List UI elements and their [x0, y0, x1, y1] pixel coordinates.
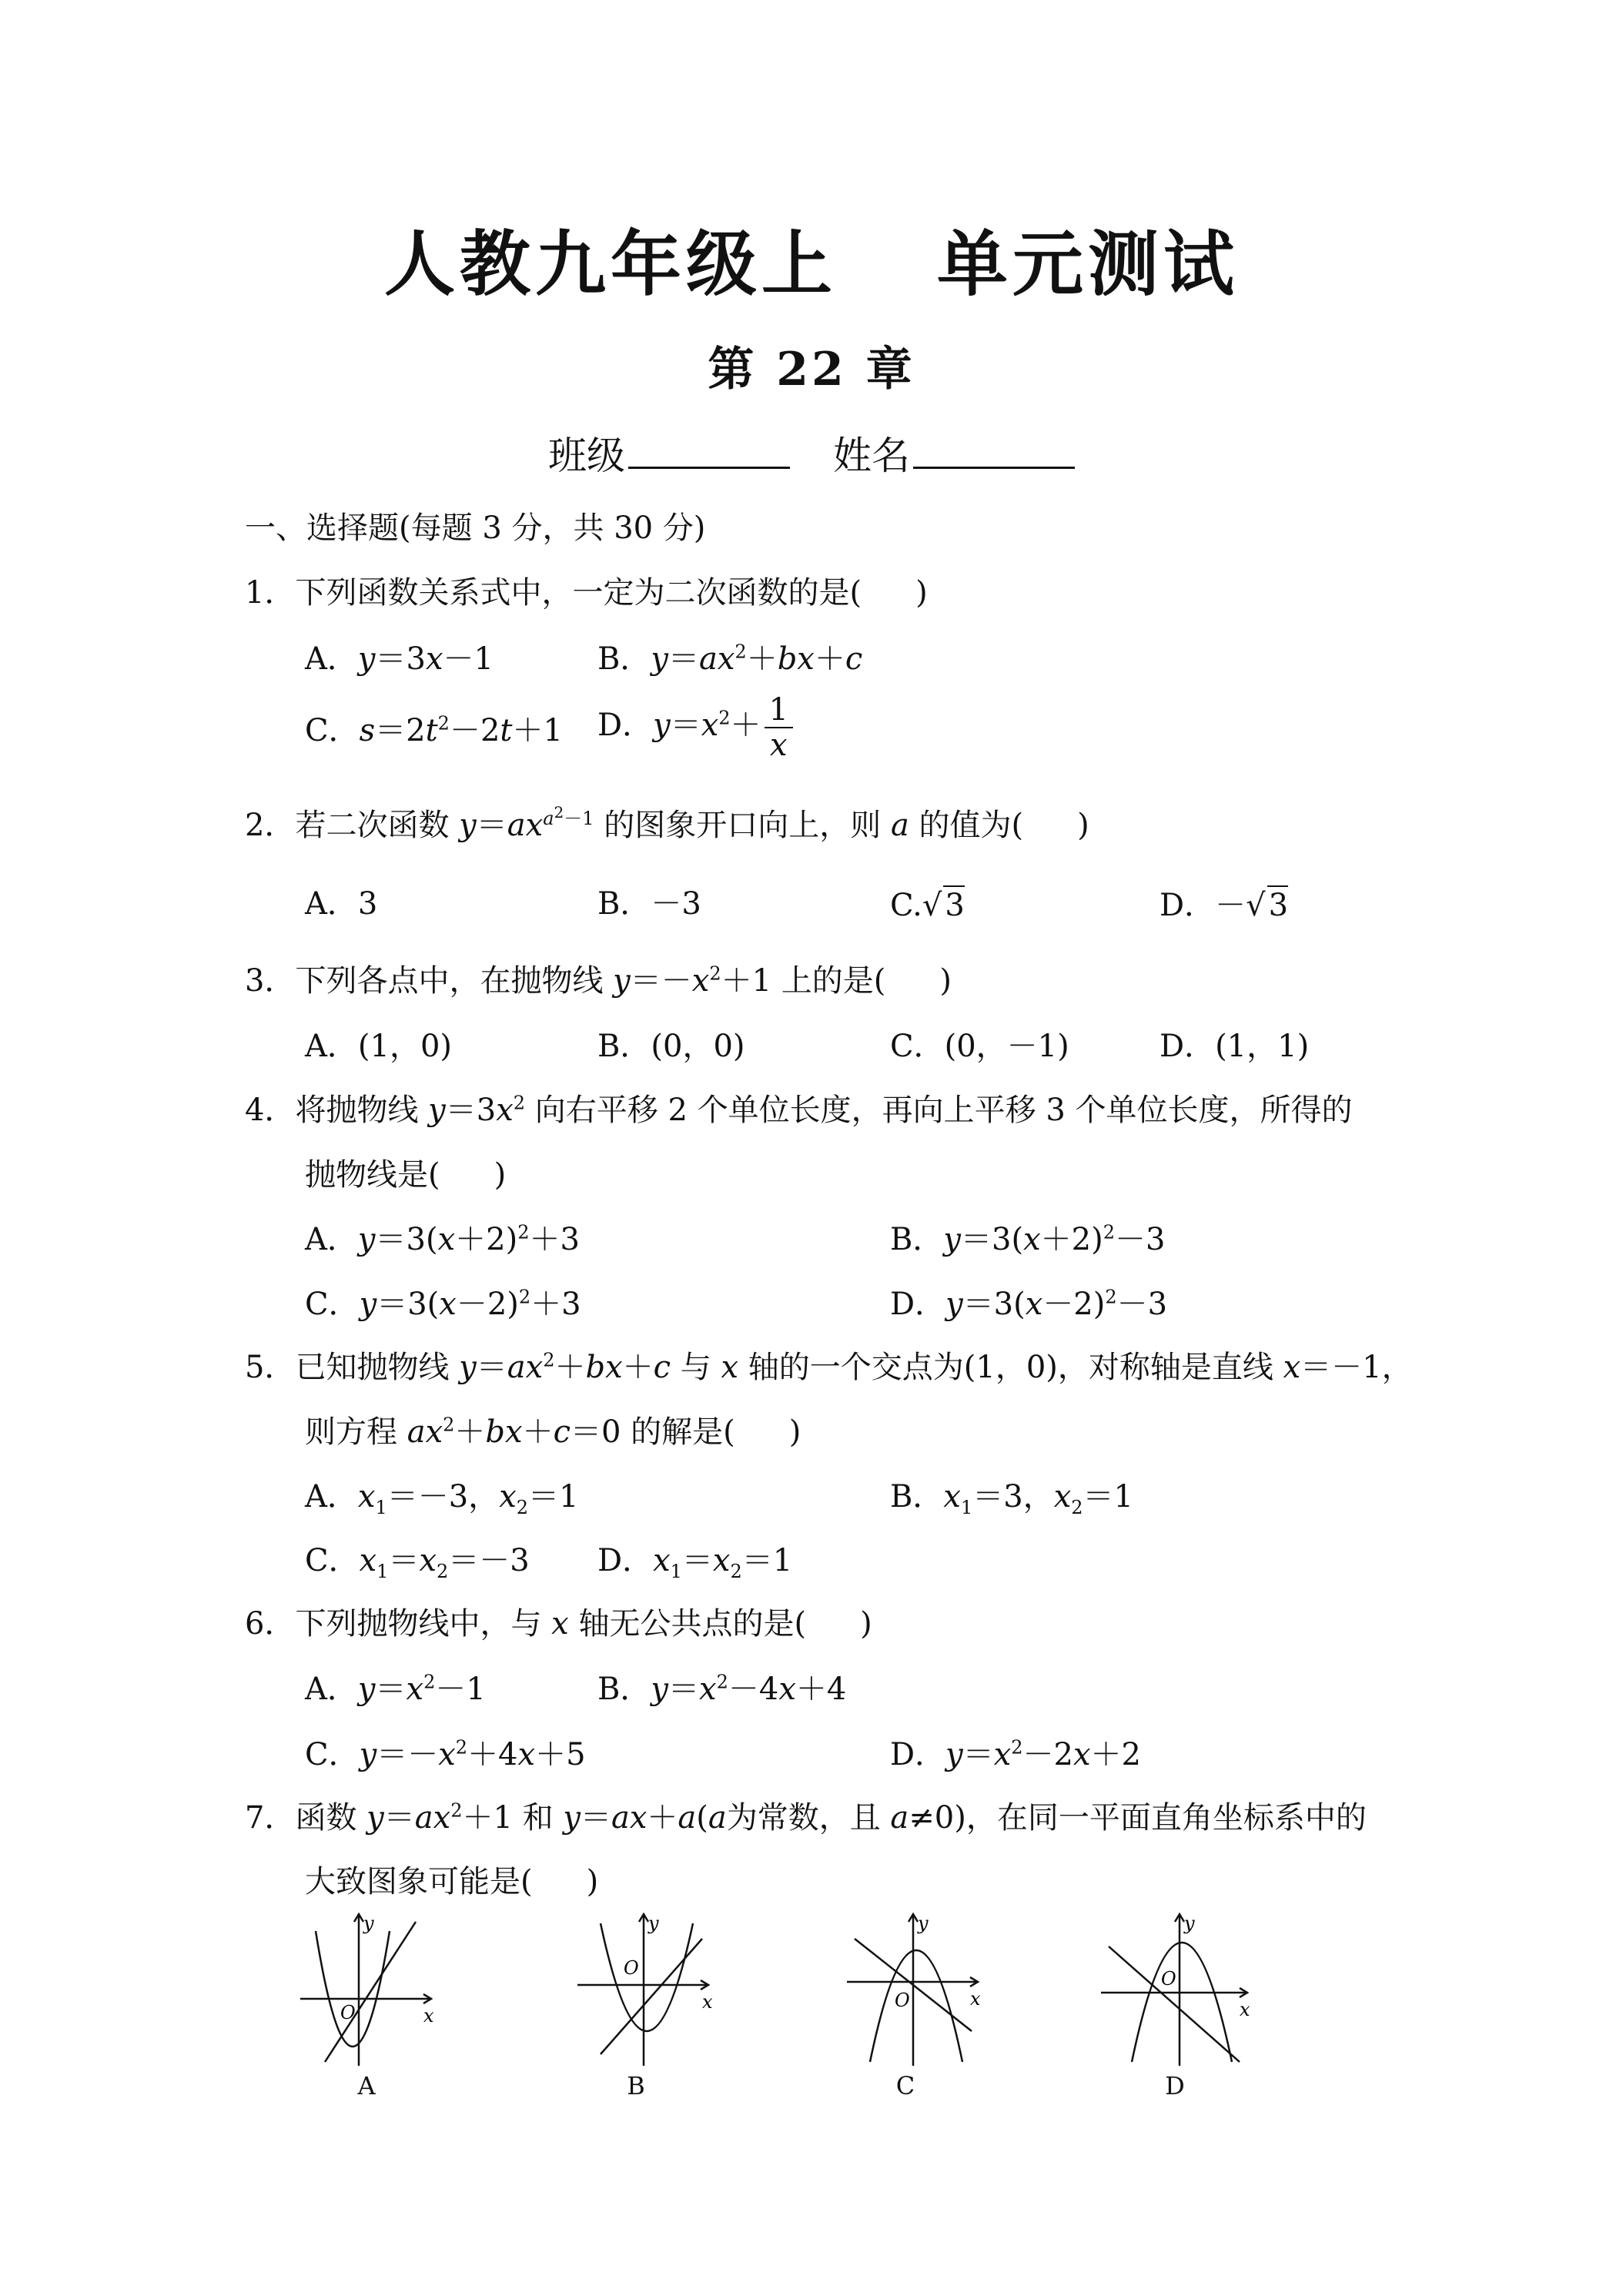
class-blank[interactable] — [628, 433, 790, 469]
svg-text:y: y — [363, 1913, 374, 1934]
q3-option-c[interactable]: C．(0，－1) — [890, 1029, 1069, 1064]
question-6: 6．下列抛物线中，与 x 轴无公共点的是( ) — [245, 1606, 872, 1642]
svg-text:O: O — [340, 2002, 356, 2023]
question-5: 5．已知抛物线 $y=ax^2+bx+c$ 与 x 轴的一个交点为(1，0)，对称轴是直线 x＝－1， — [245, 1349, 1413, 1385]
q2-option-c[interactable]: C.√ 3 — [890, 885, 965, 924]
chapter-heading: 第 22 章 — [708, 343, 915, 397]
q6-option-d[interactable]: D．$y=x^2-2x+2$ — [890, 1736, 1141, 1772]
question-7: 7．函数 $y=ax^2+1$ 和 y＝ax＋a(a为常数，且 a≠0)，在同一平面直角坐标系中的 — [245, 1799, 1367, 1836]
graph-a[interactable] — [293, 1908, 439, 2070]
q5-option-d[interactable]: D．$x_1=x_2=1$ — [597, 1543, 793, 1582]
svg-text:y: y — [648, 1913, 659, 1934]
svg-text:x: x — [970, 1988, 981, 2010]
q5-option-c[interactable]: C．$x_1=x_2=-3$ — [305, 1543, 530, 1582]
q4-option-a[interactable]: A．$y=3(x+2)^2+3$ — [305, 1221, 580, 1257]
q5-option-a[interactable]: A．$x_1=-3$，$x_2=1$ — [305, 1479, 579, 1518]
title-right: 单元测试 — [937, 223, 1240, 306]
line — [325, 1922, 416, 2062]
svg-text:y: y — [918, 1913, 929, 1934]
q5-option-b[interactable]: B．$x_1=3$，$x_2=1$ — [890, 1479, 1133, 1518]
graph-label-c: C — [895, 2071, 915, 2100]
question-4: 4．将抛物线 $y=3x^2$ 向右平移 2 个单位长度，再向上平移 3 个单位长度，所得的 — [245, 1092, 1353, 1128]
question-2: 2．若二次函数 $y=ax^{a^2-1}$ 的图象开口向上，则 a 的值为( ) — [245, 802, 1089, 843]
q3-option-d[interactable]: D．(1，1) — [1160, 1029, 1310, 1064]
graph-label-b: B — [627, 2071, 645, 2100]
parabola — [316, 1931, 390, 2047]
q4-option-c[interactable]: C．$y=3(x-2)^2+3$ — [305, 1286, 581, 1322]
q4-option-b[interactable]: B．$y=3(x+2)^2-3$ — [890, 1221, 1166, 1257]
graph-c[interactable] — [839, 1908, 986, 2070]
q3-option-a[interactable]: A．(1，0) — [305, 1029, 452, 1064]
q1-option-d[interactable]: D．$y=x^2+$ $\frac{1}{x}$ — [597, 693, 793, 762]
question-1: 1．下列函数关系式中，一定为二次函数的是( ) — [245, 575, 928, 611]
section-heading: 一、选择题(每题 3 分，共 30 分) — [245, 510, 706, 546]
q1-option-b[interactable]: B．$y=ax^2+bx+c$ — [597, 641, 863, 677]
name-blank[interactable] — [913, 433, 1075, 469]
title-left: 人教九年级上 — [383, 223, 837, 306]
q1-option-a[interactable]: A．y＝3x－1 — [305, 641, 494, 677]
graph-d[interactable] — [1093, 1908, 1255, 2070]
svg-text:O: O — [1161, 1968, 1176, 1990]
name-label: 姓名 — [833, 433, 910, 478]
student-info — [0, 425, 1623, 480]
q4-option-d[interactable]: D．$y=3(x-2)^2-3$ — [890, 1286, 1168, 1322]
q6-option-c[interactable]: C．$y=-x^2+4x+5$ — [305, 1736, 586, 1772]
class-label: 班级 — [548, 433, 625, 478]
graph-label-a: A — [357, 2071, 376, 2100]
q1-option-c[interactable]: C．$s=2t^2-2t+1$ — [305, 712, 563, 748]
question-5-cont: 则方程 $ax^2+bx+c=0$ 的解是( ) — [305, 1414, 801, 1450]
question-4-cont: 抛物线是( ) — [305, 1157, 507, 1193]
graph-label-d: D — [1165, 2071, 1185, 2100]
svg-text:O: O — [624, 1957, 639, 1979]
svg-text:O: O — [895, 1990, 910, 2011]
q2-option-b[interactable]: B．－3 — [597, 886, 701, 922]
question-3: 3．下列各点中，在抛物线 $y=-x^2+1$ 上的是( ) — [245, 962, 952, 999]
svg-text:x: x — [423, 2005, 434, 2027]
page-title — [0, 208, 1623, 310]
q2-option-d[interactable]: D．－√ 3 — [1160, 885, 1288, 924]
question-7-cont: 大致图象可能是( ) — [305, 1864, 599, 1899]
svg-text:y: y — [1184, 1913, 1195, 1934]
q6-option-a[interactable]: A．$y=x^2-1$ — [305, 1671, 486, 1707]
svg-text:x: x — [702, 1991, 713, 2013]
svg-text:x: x — [1240, 1999, 1250, 2020]
q3-option-b[interactable]: B．(0，0) — [597, 1029, 745, 1064]
graph-b[interactable] — [570, 1908, 716, 2070]
q2-option-a[interactable]: A．3 — [305, 886, 378, 922]
q6-option-b[interactable]: B．$y=x^2-4x+4$ — [597, 1671, 847, 1707]
